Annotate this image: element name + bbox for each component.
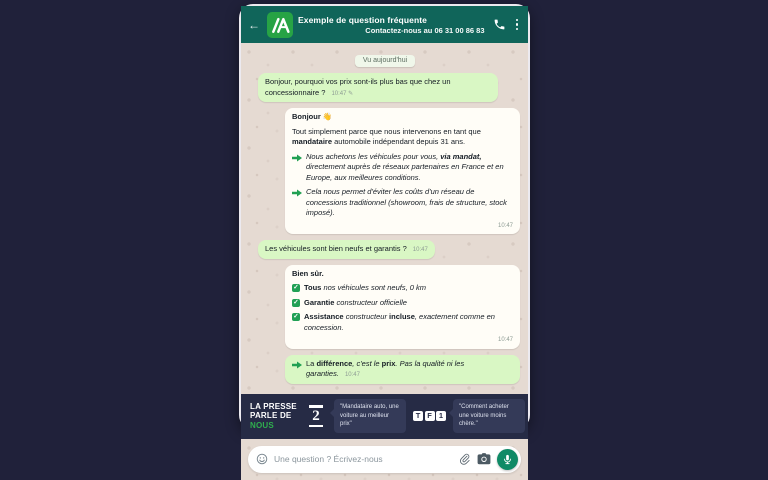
- press-quote-france2: "Mandataire auto, une voiture au meilleur prix": [334, 399, 406, 433]
- chat-message-bubble: Les véhicules sont bien neufs et garantis ? 10:47: [258, 240, 435, 259]
- green-arrow-icon: [292, 154, 302, 162]
- message-input[interactable]: Une question ? Écrivez-nous: [274, 454, 383, 464]
- paperclip-icon: [458, 453, 471, 466]
- attach-button[interactable]: [458, 453, 471, 466]
- checkmark-icon: ✓: [293, 284, 299, 291]
- contact-avatar-logo[interactable]: [267, 12, 293, 38]
- message-timestamp: 10:47: [412, 247, 428, 253]
- france2-logo: 2: [305, 405, 327, 427]
- checkmark-icon: ✓: [293, 298, 299, 306]
- press-quote-tf1: "Comment acheter une voiture moins chère.": [453, 399, 525, 433]
- microphone-icon: [502, 454, 513, 465]
- emoji-button[interactable]: [256, 453, 268, 465]
- call-button[interactable]: [492, 18, 508, 31]
- message-timestamp: 10:47: [497, 337, 513, 343]
- checkmark-icon: ✓: [293, 313, 299, 320]
- chat-message-bubble: La différence, c'est le prix. Pas la qualité ni les garanties. 10:47: [285, 355, 520, 384]
- message-input-pill[interactable]: [248, 446, 521, 473]
- header-text: [298, 15, 487, 35]
- brand-monogram-a-icon: [270, 15, 290, 35]
- camera-icon: [477, 453, 491, 465]
- message-timestamp: 10:47: [344, 372, 360, 378]
- france2-logo-bar: [309, 425, 323, 428]
- chat-message-bubble: Bonjour, pourquoi vos prix sont-ils plus bas que chez un concessionnaire ? 10:47 ✎: [258, 73, 498, 102]
- chat-subtitle: Contactez-nous au 06 31 00 86 83: [365, 25, 485, 35]
- menu-button[interactable]: [513, 17, 522, 33]
- press-banner: [241, 394, 528, 439]
- press-heading-accent: NOUS: [250, 420, 274, 430]
- chat-message-bubble: Bien sûr. ✓ Tous nos véhicules sont neufs, 0 km ✓ Garantie constructeur officielle ✓ Assistance constructeur incluse, exactement comme en concession. 10:47: [285, 265, 520, 349]
- green-arrow-icon: [292, 189, 302, 197]
- message-timestamp: 10:47: [497, 222, 513, 229]
- voice-message-button[interactable]: [497, 449, 518, 470]
- tf1-logo: T F 1: [413, 411, 446, 421]
- composer-bar: [241, 439, 528, 480]
- press-heading: LA PRESSE PARLE DE NOUS: [250, 401, 297, 430]
- message-timestamp: 10:47 ✎: [331, 90, 354, 97]
- phone-icon: [493, 18, 506, 31]
- chat-title: Exemple de question fréquente: [298, 14, 428, 25]
- emoji-smiley-icon: [256, 453, 268, 465]
- back-arrow-icon[interactable]: ←: [248, 17, 260, 32]
- chat-message-bubble: Bonjour 👋 Tout simplement parce que nous intervenons en tant que mandataire automobile indépendant depuis 31 ans. Nous achetons les véhicules pour vous, via mandat, directement auprès de réseaux partenaires en France et en Europe, aux meilleures conditions. Cela nous permet d'éviter les coûts d'un réseau de concessions traditionnel (showroom, frais de structure, stock imposé). 10:47: [285, 108, 520, 234]
- chat-header: [241, 6, 528, 43]
- green-arrow-icon: [292, 361, 302, 369]
- chat-scroll-area[interactable]: [241, 43, 528, 394]
- kebab-menu-icon: [516, 19, 519, 22]
- camera-button[interactable]: [477, 453, 491, 465]
- whatsapp-chat-window: [239, 4, 530, 464]
- status-badge: Vu aujourd'hui: [355, 55, 415, 67]
